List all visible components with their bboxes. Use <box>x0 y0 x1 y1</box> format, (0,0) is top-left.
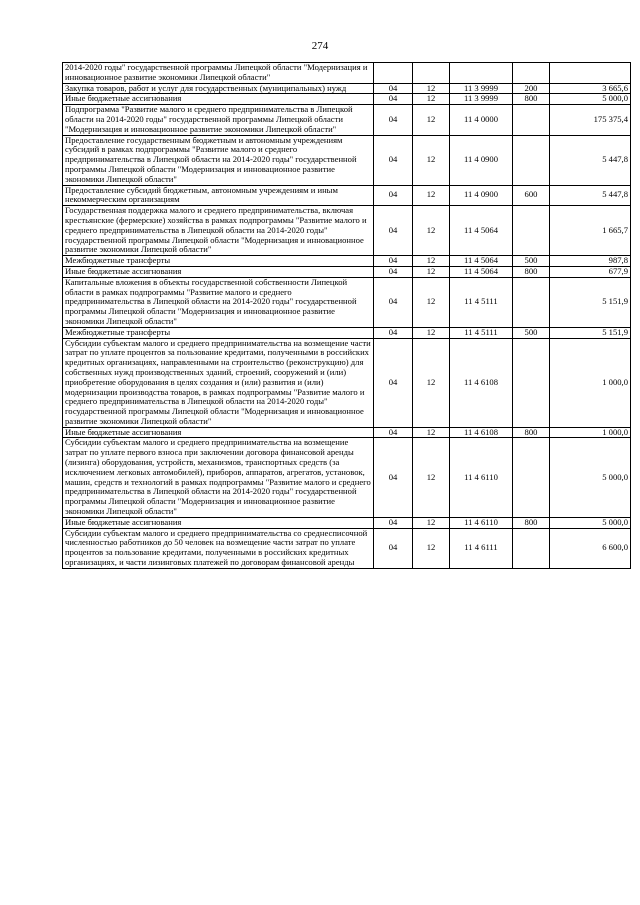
table-row <box>63 266 631 277</box>
cell-section: 04 <box>374 185 413 206</box>
table-row <box>63 517 631 528</box>
cell-expense-type: 500 <box>513 327 550 338</box>
table-row <box>63 256 631 267</box>
cell-name: Государственная поддержка малого и среднего предпринимательства, включая крестьянские (фермерские) хозяйства в рамках подпрограммы "Развитие малого и среднего предпринимательства в Липецкой области на 2014-2020 годы" государственной программы Липецкой области "Модернизация и инновационное развитие экономики Липецкой области" <box>63 206 374 256</box>
cell-subsection: 12 <box>413 338 450 427</box>
cell-target-article: 11 3 9999 <box>450 94 513 105</box>
table-row <box>63 277 631 327</box>
cell-target-article: 11 4 6110 <box>450 517 513 528</box>
cell-amount: 1 000,0 <box>550 427 631 438</box>
cell-amount: 175 375,4 <box>550 105 631 135</box>
cell-subsection: 12 <box>413 528 450 568</box>
cell-target-article: 11 4 6108 <box>450 338 513 427</box>
cell-section <box>374 63 413 84</box>
cell-target-article: 11 4 5111 <box>450 277 513 327</box>
cell-expense-type <box>513 206 550 256</box>
cell-target-article: 11 4 6111 <box>450 528 513 568</box>
budget-table <box>62 62 631 569</box>
cell-amount: 5 447,8 <box>550 185 631 206</box>
cell-subsection: 12 <box>413 277 450 327</box>
cell-target-article: 11 3 9999 <box>450 83 513 94</box>
cell-subsection: 12 <box>413 517 450 528</box>
cell-target-article: 11 4 5111 <box>450 327 513 338</box>
table-row <box>63 185 631 206</box>
cell-expense-type: 800 <box>513 427 550 438</box>
cell-expense-type <box>513 105 550 135</box>
cell-target-article: 11 4 0000 <box>450 105 513 135</box>
table-row <box>63 135 631 185</box>
cell-subsection: 12 <box>413 185 450 206</box>
cell-target-article <box>450 63 513 84</box>
cell-expense-type <box>513 338 550 427</box>
cell-name: Предоставление государственным бюджетным и автономным учреждениям субсидий в рамках подпрограммы "Развитие малого и среднего предпринимательства в Липецкой области на 2014-2020 годы" государственной программы Липецкой области "Модернизация и инновационное развитие экономики Липецкой области" <box>63 135 374 185</box>
cell-target-article: 11 4 0900 <box>450 135 513 185</box>
cell-expense-type <box>513 528 550 568</box>
cell-subsection: 12 <box>413 427 450 438</box>
cell-section: 04 <box>374 517 413 528</box>
cell-expense-type <box>513 135 550 185</box>
cell-subsection: 12 <box>413 438 450 517</box>
cell-target-article: 11 4 6110 <box>450 438 513 517</box>
cell-subsection <box>413 63 450 84</box>
cell-section: 04 <box>374 266 413 277</box>
cell-name: Капитальные вложения в объекты государственной собственности Липецкой области в рамках подпрограммы "Развитие малого и среднего предпринимательства в Липецкой области на 2014-2020 годы" государственной программы Липецкой области "Модернизация и инновационное развитие экономики Липецкой области" <box>63 277 374 327</box>
cell-target-article: 11 4 6108 <box>450 427 513 438</box>
cell-section: 04 <box>374 277 413 327</box>
cell-subsection: 12 <box>413 206 450 256</box>
cell-section: 04 <box>374 256 413 267</box>
table-row <box>63 63 631 84</box>
cell-subsection: 12 <box>413 256 450 267</box>
cell-name: Субсидии субъектам малого и среднего предпринимательства на возмещение затрат по уплате первого взноса при заключении договора финансовой аренды (лизинга) оборудования, устройств, механизмов, транспортных средств (за исключением легковых автомобилей), приборов, аппаратов, агрегатов, установок, машин, средств и технологий в рамках подпрограммы "Развитие малого и среднего предпринимательства в Липецкой области на 2014-2020 годы" государственной программы Липецкой области "Модернизация и инновационное развитие экономики Липецкой области" <box>63 438 374 517</box>
table-row <box>63 338 631 427</box>
cell-expense-type <box>513 277 550 327</box>
cell-name: Предоставление субсидий бюджетным, автономным учреждениям и иным некоммерческим организациям <box>63 185 374 206</box>
cell-expense-type <box>513 438 550 517</box>
cell-amount: 6 600,0 <box>550 528 631 568</box>
cell-expense-type: 800 <box>513 266 550 277</box>
budget-table-body <box>63 63 631 569</box>
cell-section: 04 <box>374 427 413 438</box>
table-row <box>63 206 631 256</box>
table-row <box>63 528 631 568</box>
cell-subsection: 12 <box>413 83 450 94</box>
cell-amount: 5 000,0 <box>550 517 631 528</box>
cell-amount: 5 000,0 <box>550 438 631 517</box>
cell-subsection: 12 <box>413 105 450 135</box>
cell-amount: 3 665,6 <box>550 83 631 94</box>
cell-name: Иные бюджетные ассигнования <box>63 517 374 528</box>
cell-subsection: 12 <box>413 266 450 277</box>
cell-name: Субсидии субъектам малого и среднего предпринимательства со среднесписочной численностью работников до 50 человек на возмещение части затрат по уплате процентов за пользование кредитами, полученными в российских кредитных организациях, и части лизинговых платежей по договорам финансовой аренды <box>63 528 374 568</box>
cell-expense-type <box>513 63 550 84</box>
table-row <box>63 83 631 94</box>
cell-section: 04 <box>374 83 413 94</box>
cell-section: 04 <box>374 135 413 185</box>
cell-expense-type: 800 <box>513 517 550 528</box>
cell-amount: 987,8 <box>550 256 631 267</box>
cell-amount: 677,9 <box>550 266 631 277</box>
cell-name: Межбюджетные трансферты <box>63 327 374 338</box>
cell-section: 04 <box>374 206 413 256</box>
cell-target-article: 11 4 5064 <box>450 206 513 256</box>
cell-amount: 5 151,9 <box>550 327 631 338</box>
cell-name: Иные бюджетные ассигнования <box>63 427 374 438</box>
table-row <box>63 327 631 338</box>
cell-expense-type: 500 <box>513 256 550 267</box>
cell-target-article: 11 4 5064 <box>450 266 513 277</box>
cell-amount: 5 000,0 <box>550 94 631 105</box>
table-row <box>63 105 631 135</box>
cell-name: Межбюджетные трансферты <box>63 256 374 267</box>
cell-name: Субсидии субъектам малого и среднего предпринимательства на возмещение части затрат по уплате процентов за пользование кредитами, полученными в российских кредитных организациях, направленными на строительство (реконструкцию) для собственных нужд производственных зданий, строений, сооружений и (или) приобретение оборудования в целях создания и (или) развития и (или) модернизации производства товаров, в рамках подпрограммы "Развитие малого и среднего предпринимательства в Липецкой области на 2014-2020 годы" государственной программы Липецкой области "Модернизация и инновационное развитие экономики Липецкой области" <box>63 338 374 427</box>
cell-expense-type: 800 <box>513 94 550 105</box>
cell-amount: 5 447,8 <box>550 135 631 185</box>
cell-expense-type: 200 <box>513 83 550 94</box>
cell-name: Иные бюджетные ассигнования <box>63 94 374 105</box>
table-row <box>63 94 631 105</box>
cell-subsection: 12 <box>413 135 450 185</box>
cell-section: 04 <box>374 327 413 338</box>
cell-amount: 1 665,7 <box>550 206 631 256</box>
cell-subsection: 12 <box>413 94 450 105</box>
cell-section: 04 <box>374 338 413 427</box>
cell-section: 04 <box>374 528 413 568</box>
cell-subsection: 12 <box>413 327 450 338</box>
cell-amount <box>550 63 631 84</box>
cell-name: Закупка товаров, работ и услуг для государственных (муниципальных) нужд <box>63 83 374 94</box>
cell-amount: 1 000,0 <box>550 338 631 427</box>
cell-name: Иные бюджетные ассигнования <box>63 266 374 277</box>
cell-name: Подпрограмма "Развитие малого и среднего предпринимательства в Липецкой области на 2014-2020 годы" государственной программы Липецкой области "Модернизация и инновационное развитие экономики Липецкой области" <box>63 105 374 135</box>
cell-section: 04 <box>374 94 413 105</box>
table-row <box>63 438 631 517</box>
cell-section: 04 <box>374 105 413 135</box>
cell-target-article: 11 4 0900 <box>450 185 513 206</box>
cell-target-article: 11 4 5064 <box>450 256 513 267</box>
cell-section: 04 <box>374 438 413 517</box>
table-row <box>63 427 631 438</box>
cell-amount: 5 151,9 <box>550 277 631 327</box>
cell-name: 2014-2020 годы" государственной программы Липецкой области "Модернизация и инновационное развитие экономики Липецкой области" <box>63 63 374 84</box>
page-number: 274 <box>311 40 329 52</box>
cell-expense-type: 600 <box>513 185 550 206</box>
